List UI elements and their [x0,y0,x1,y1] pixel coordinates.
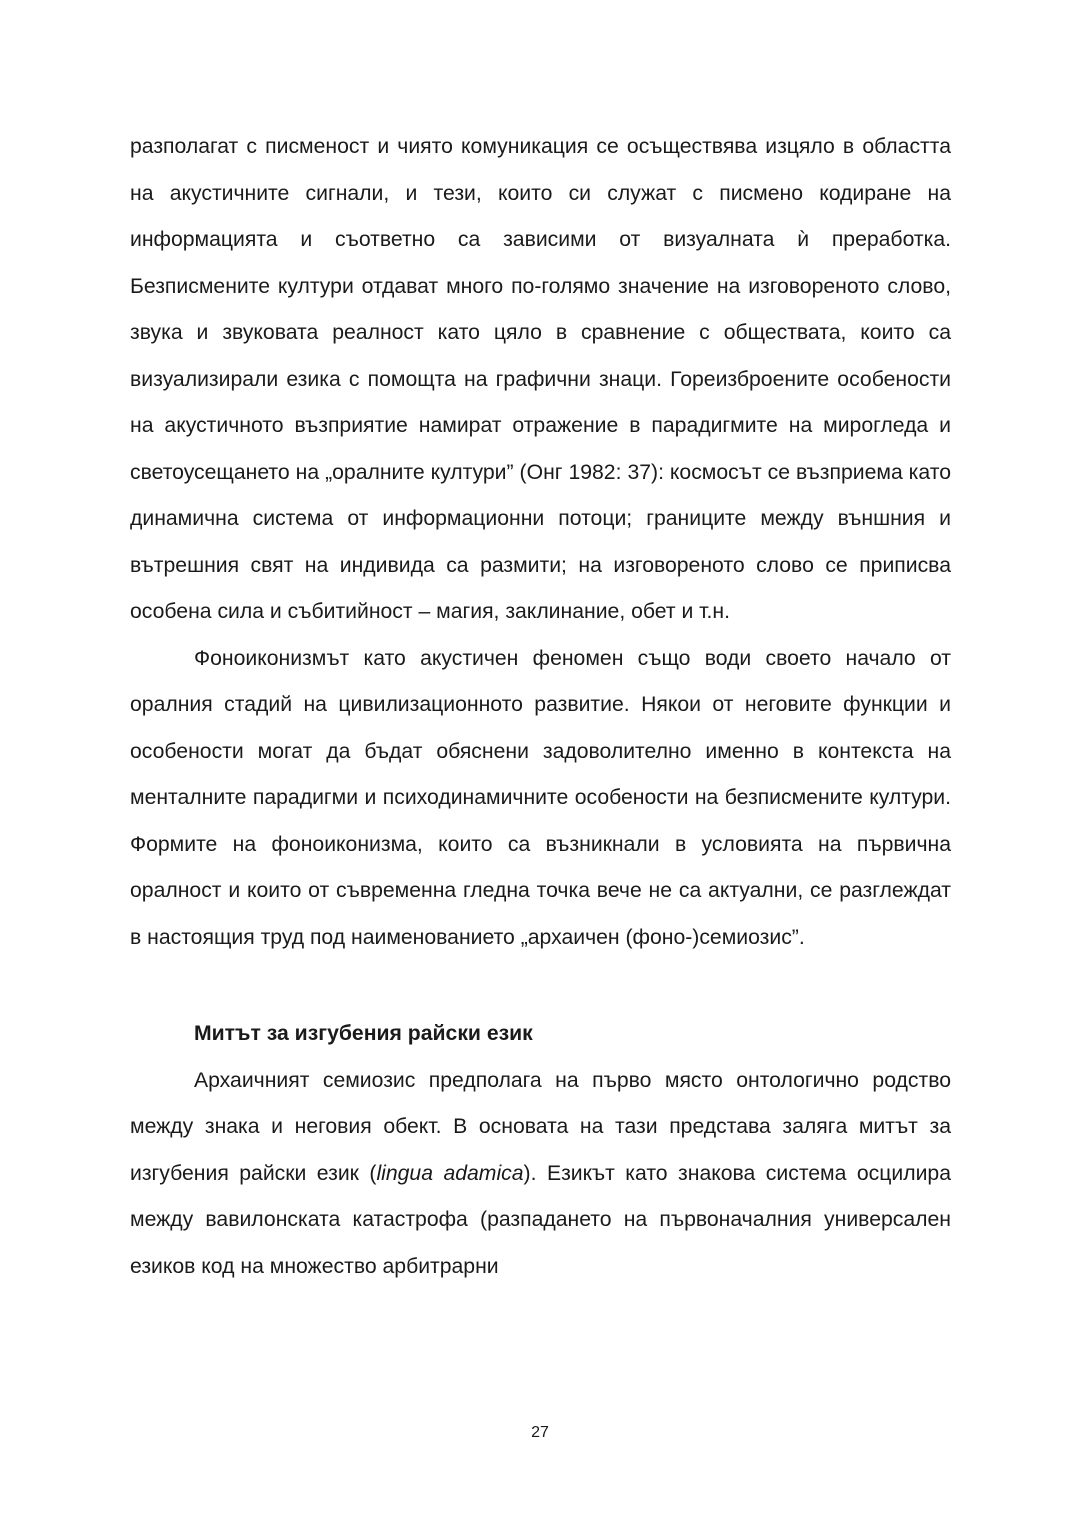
page-number: 27 [531,1424,549,1441]
paragraph-text-after-italic: ). Езикът като знакова система осцилира между вавилонската катастрофа (разпадането на първоначалния универсален езиков код на множество арбитрарни [130,1161,951,1278]
page-content [130,124,951,1290]
paragraph-archaic-semiosis [130,1058,951,1291]
paragraph-phonoiconism: Фоноиконизмът като акустичен феномен също води своето начало от оралния стадий на цивилизационното развитие. Някои от неговите функции и особености могат да бъдат обяснени задоволително именно в контекста на менталните парадигми и психодинамичните особености на безписмените култури. Формите на фоноиконизма, които са възникнали в условията на първична оралност и които от съвременна гледна точка вече не са актуални, се разглеждат в настоящия труд под наименованието „архаичен (фоно-)семиозис”. [130,646,951,949]
paragraph-oral-cultures: разполагат с писменост и чиято комуникация се осъществява изцяло в областта на акустичните сигнали, и тези, които си служат с писмено кодиране на информацията и съответно са зависими от визуалната ѝ преработка. Безписмените култури отдават много по-голямо значение на изговореното слово, звука и звуковата реалност като цяло в сравнение с обществата, които са визуализирали езика с помощта на графични знаци. Гореизброените особености на акустичното възприятие намират отражение в парадигмите на мирогледа и светоусещането на „оралните култури” (Онг 1982: 37): космосът се възприема като динамична система от информационни потоци; границите между външния и вътрешния свят на индивида са размити; на изговореното слово се приписва особена сила и събитийност – магия, заклинание, обет и т.н. [130,135,951,623]
section-heading: Митът за изгубения райски език [194,1022,533,1045]
paragraph-text-before-italic: Архаичният семиозис предполага на първо място онтологично родство между знака и неговия обект. В основата на тази представа залягa митът за изгубения райски език ( [130,1068,951,1185]
italic-term-lingua-adamica: lingua adamica [376,1161,524,1185]
